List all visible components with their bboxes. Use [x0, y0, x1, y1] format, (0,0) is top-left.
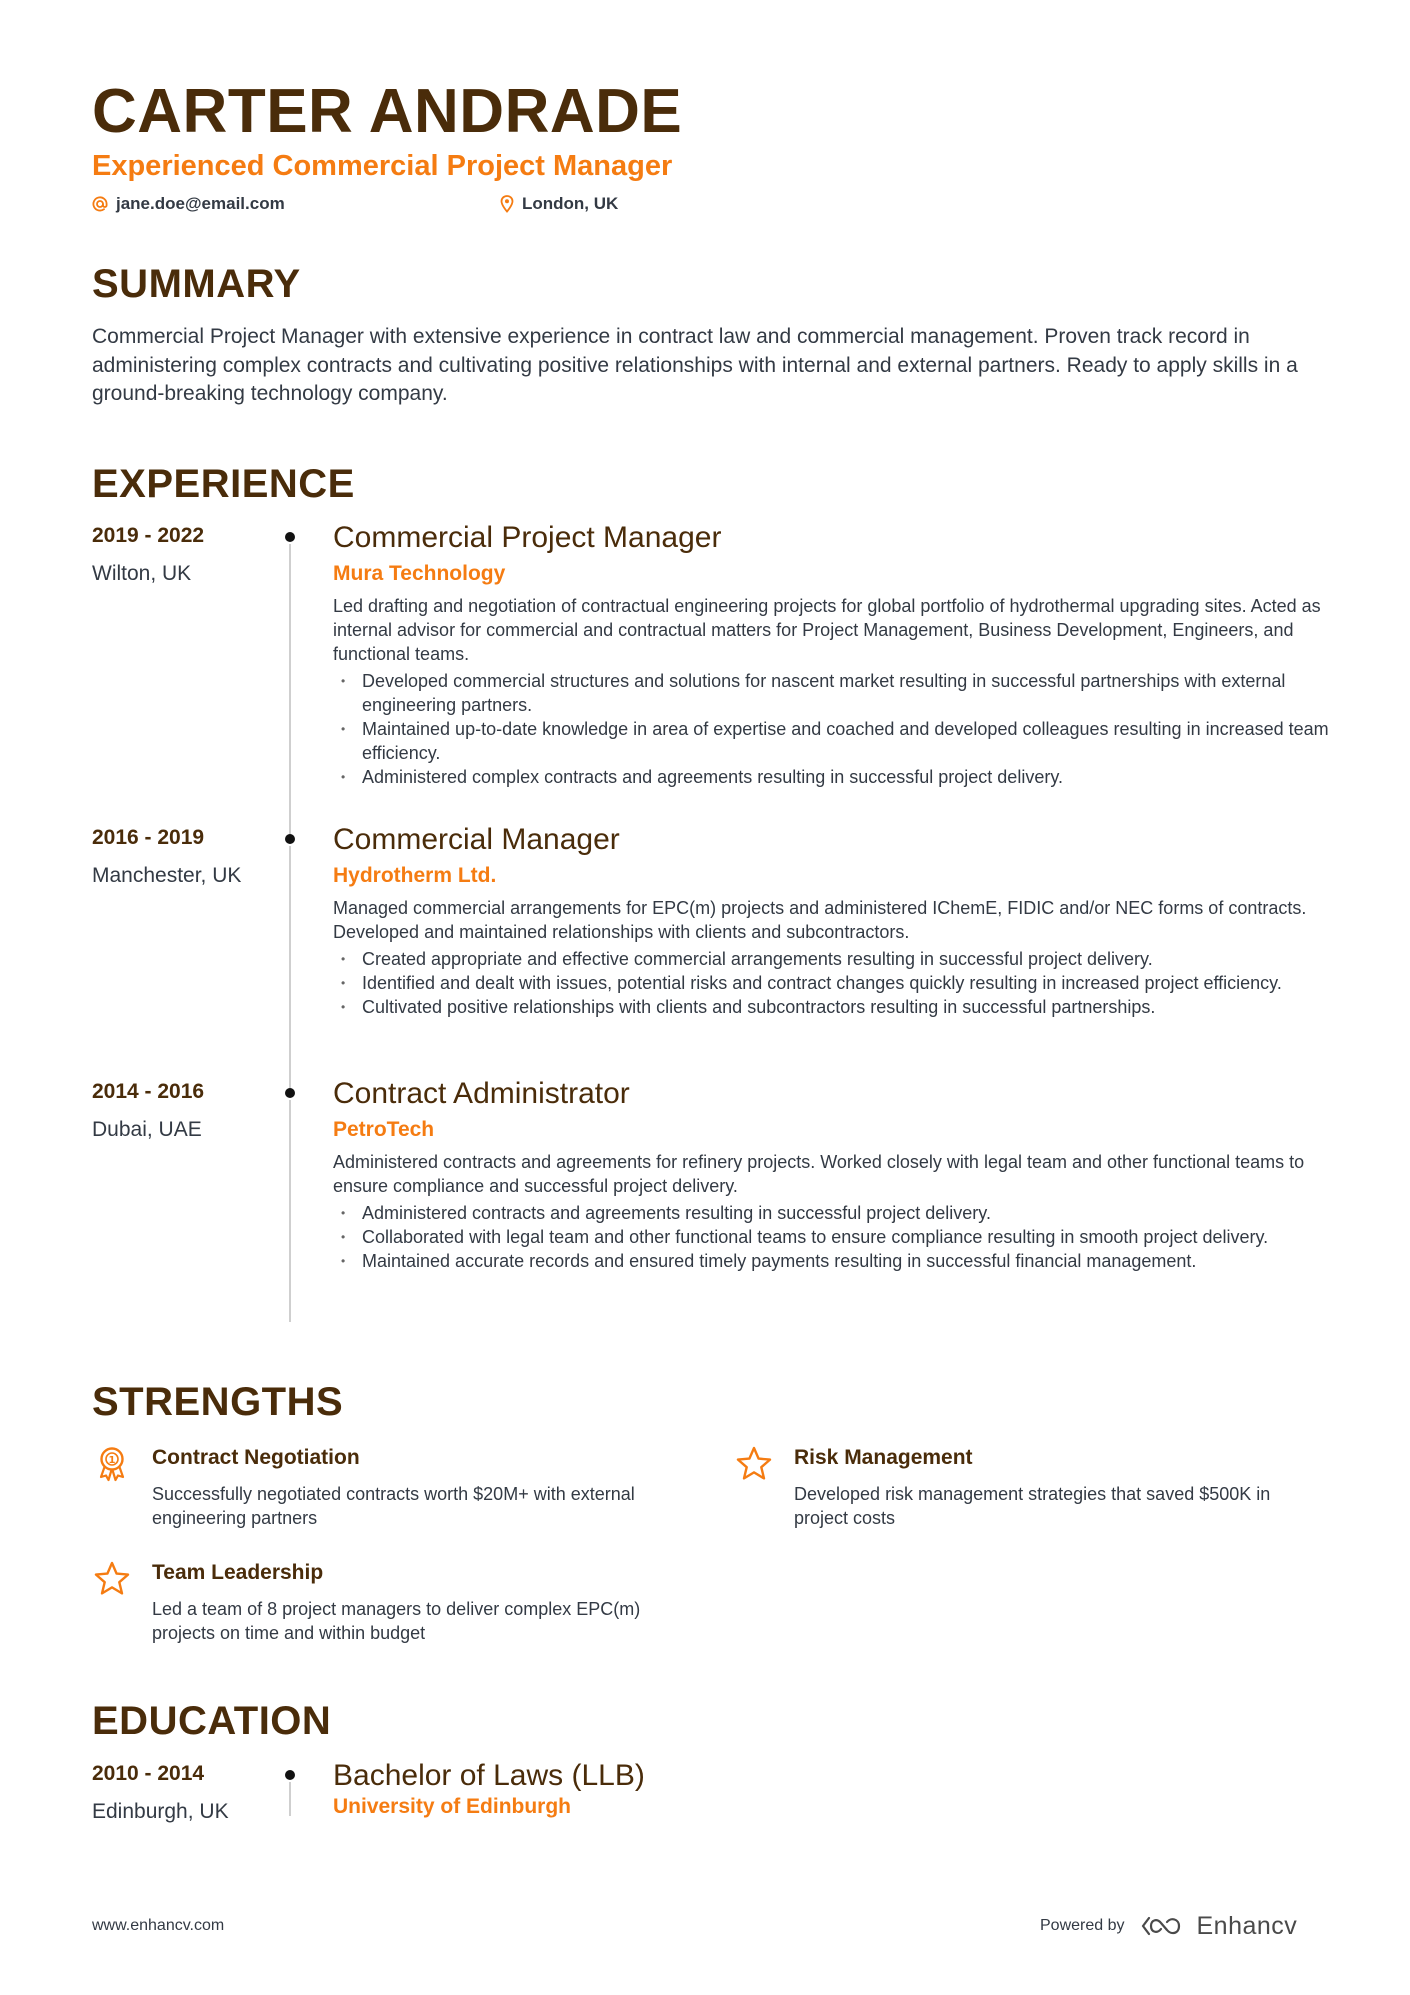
entry-location: Manchester, UK [92, 864, 242, 887]
location-text: London, UK [522, 194, 619, 213]
entry-location: Edinburgh, UK [92, 1800, 229, 1823]
bullet-item: • Identified and dealt with issues, potential risks and contract changes quickly resulting in increased project efficiency. [333, 971, 1333, 995]
timeline-dot [285, 834, 295, 844]
entry-body [333, 823, 1333, 1019]
summary-text: Commercial Project Manager with extensive experience in contract law and commercial management. Proven track record in administering complex contracts and cultivating positive relationships with internal and external partners. Ready to apply skills in a ground-breaking technology company. [92, 325, 1298, 405]
timeline-line [289, 846, 291, 1096]
summary-title: SUMMARY [92, 262, 301, 306]
strengths-title: STRENGTHS [92, 1380, 344, 1424]
entry-description: Administered contracts and agreements for refinery projects. Worked closely with legal team and other functional teams to ensure compliance and successful project delivery. [333, 1152, 1305, 1196]
bullet-item: • Created appropriate and effective commercial arrangements resulting in successful project delivery. [333, 947, 1333, 971]
entry-company: Hydrotherm Ltd. [333, 864, 497, 887]
experience-title: EXPERIENCE [92, 462, 355, 506]
bullet-item: • Administered complex contracts and agreements resulting in successful project delivery. [333, 765, 1333, 789]
bullet-item: • Collaborated with legal team and other functional teams to ensure compliance resulting in smooth project delivery. [333, 1225, 1333, 1249]
brand-name: Enhancv [1196, 1911, 1298, 1940]
entry-dates: 2019 - 2022 [92, 524, 205, 547]
svg-text:1: 1 [108, 1455, 116, 1466]
entry-dates: 2014 - 2016 [92, 1080, 205, 1103]
entry-body [333, 1077, 1333, 1273]
strength-description: Led a team of 8 project managers to deliver complex EPC(m) projects on time and within budget [152, 1599, 641, 1643]
entry-company: PetroTech [333, 1118, 435, 1141]
timeline-line [289, 1782, 291, 1816]
entry-body [333, 1759, 1333, 1820]
entry-dates: 2010 - 2014 [92, 1762, 205, 1785]
footer-branding [1040, 1908, 1297, 1944]
bullet-item: • Administered contracts and agreements resulting in successful project delivery. [333, 1201, 1333, 1225]
star-icon [92, 1559, 132, 1599]
bullet-item: • Maintained accurate records and ensured timely payments resulting in successful financial management. [333, 1249, 1333, 1273]
entry-bullets [333, 1201, 1333, 1273]
at-sign-icon [92, 196, 108, 212]
entry-school: University of Edinburgh [333, 1795, 572, 1818]
entry-role: Commercial Manager [333, 823, 620, 856]
powered-by-text: Powered by [1040, 1917, 1125, 1934]
strength-title: Risk Management [794, 1446, 973, 1469]
strength-title: Contract Negotiation [152, 1446, 360, 1469]
entry-role: Contract Administrator [333, 1077, 630, 1110]
entry-company: Mura Technology [333, 562, 506, 585]
entry-location: Wilton, UK [92, 562, 192, 585]
award-medal-icon [92, 1444, 132, 1484]
strength-description: Developed risk management strategies that saved $500K in project costs [794, 1484, 1271, 1528]
bullet-item: • Maintained up-to-date knowledge in area of expertise and coached and developed colleagues resulting in increased team efficiency. [333, 717, 1333, 765]
timeline-dot [285, 532, 295, 542]
entry-role: Commercial Project Manager [333, 521, 722, 554]
candidate-name: CARTER ANDRADE [92, 77, 683, 146]
brand-logo[interactable] [1141, 1912, 1298, 1941]
strength-title: Team Leadership [152, 1561, 324, 1584]
entry-description: Managed commercial arrangements for EPC(m) projects and administered IChemE, FIDIC and/or NEC forms of contracts. Developed and maintained relationships with clients and subcontractors. [333, 898, 1307, 942]
contact-email[interactable] [92, 194, 285, 214]
timeline-line [289, 1100, 291, 1322]
timeline-dot [285, 1770, 295, 1780]
education-title: EDUCATION [92, 1699, 332, 1743]
bullet-item: • Developed commercial structures and solutions for nascent market resulting in successful partnerships with external engineering partners. [333, 669, 1333, 717]
contact-row [92, 194, 992, 218]
strength-description: Successfully negotiated contracts worth $20M+ with external engineering partners [152, 1484, 635, 1528]
timeline-line [289, 544, 291, 844]
enhancv-logo-icon [1141, 1914, 1187, 1938]
footer-website[interactable]: www.enhancv.com [92, 1917, 225, 1934]
timeline-dot [285, 1088, 295, 1098]
entry-description: Led drafting and negotiation of contractual engineering projects for global portfolio of hydrothermal upgrading sites. Acted as internal advisor for commercial and contractual matters for Project Management, Business Development, Engineers, and functional teams. [333, 596, 1321, 664]
entry-bullets [333, 669, 1333, 789]
entry-location: Dubai, UAE [92, 1118, 202, 1141]
entry-dates: 2016 - 2019 [92, 826, 205, 849]
entry-degree: Bachelor of Laws (LLB) [333, 1759, 645, 1792]
contact-location [500, 194, 618, 214]
bullet-item: • Cultivated positive relationships with clients and subcontractors resulting in successful partnerships. [333, 995, 1333, 1019]
email-text: jane.doe@email.com [116, 194, 285, 213]
entry-bullets [333, 947, 1333, 1019]
entry-body [333, 521, 1333, 789]
candidate-headline: Experienced Commercial Project Manager [92, 150, 673, 182]
star-icon [734, 1444, 774, 1484]
location-pin-icon [500, 195, 514, 213]
